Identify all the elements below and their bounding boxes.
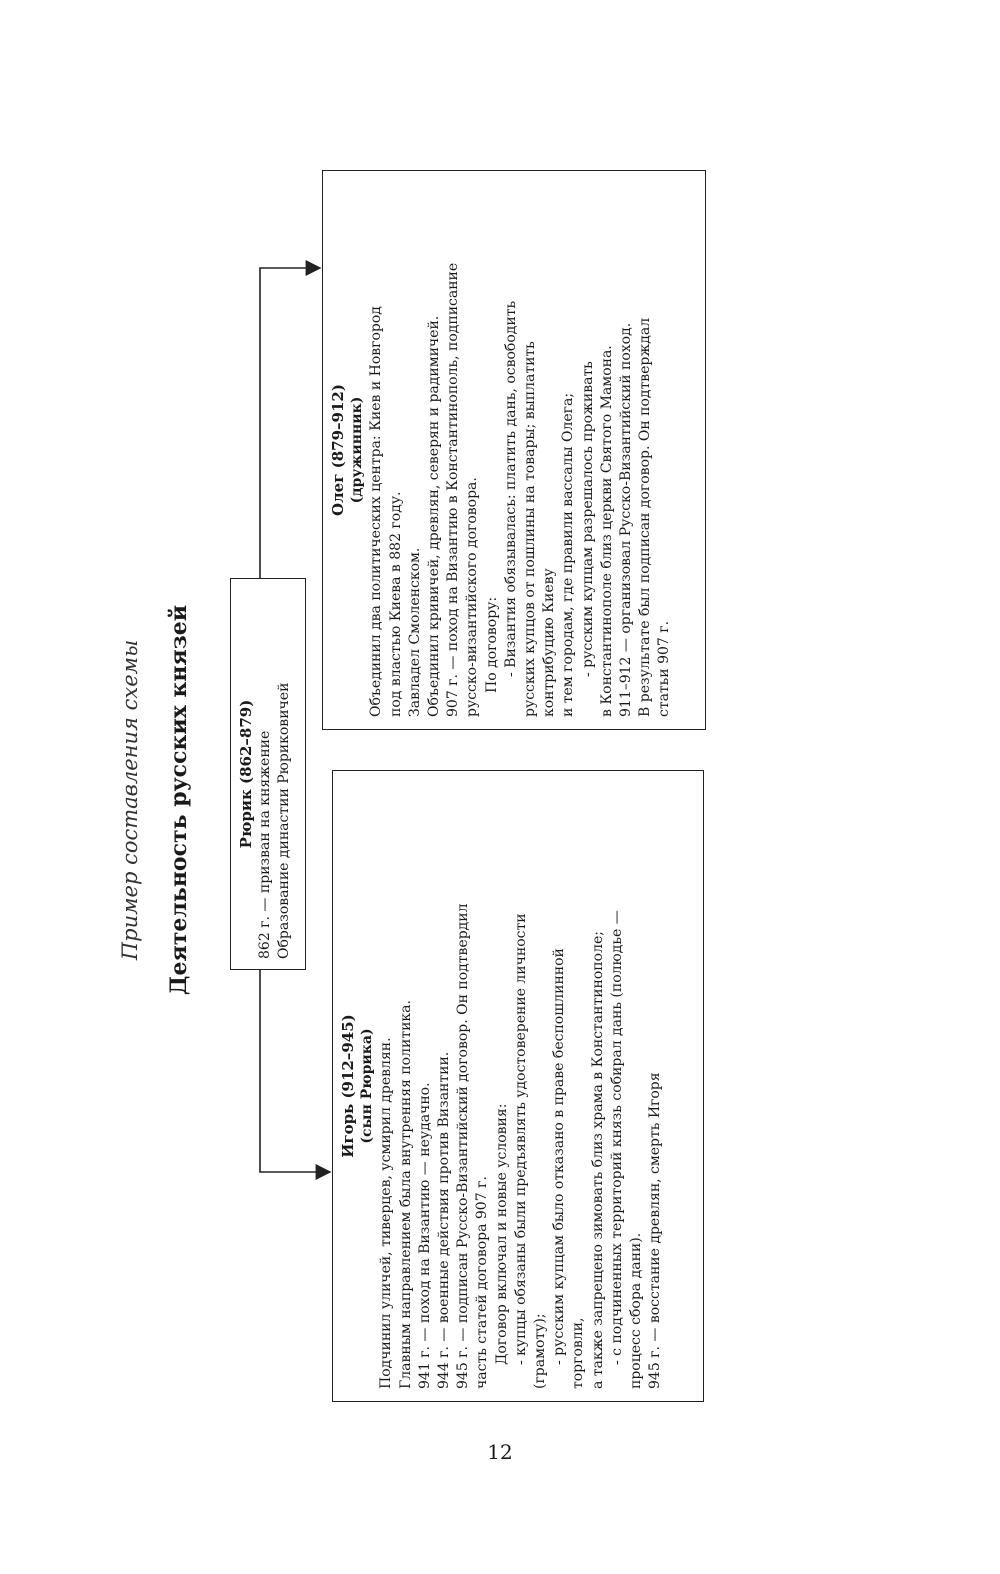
rurik-line: 862 г. — призван на княжение xyxy=(257,730,274,959)
rurik-line: Образование династии Рюриковичей xyxy=(276,682,293,959)
rotated-diagram xyxy=(0,180,1000,1420)
oleg-line: русских купцов от пошлины на товары; выплатить xyxy=(522,341,539,717)
igor-subtitle: (сын Рюрика) xyxy=(359,1028,376,1144)
rurik-box xyxy=(230,578,306,970)
oleg-box xyxy=(322,170,706,730)
igor-line: а также запрещено зимовать близ храма в Константинополе; xyxy=(589,931,606,1389)
igor-line: 941 г. — поход на Византию — неудачно. xyxy=(416,1082,433,1389)
page-header: Пример составления схемы xyxy=(118,639,142,961)
oleg-line: В результате был подписан договор. Он подтверждал xyxy=(637,317,654,717)
page-number: 12 xyxy=(487,1440,513,1464)
igor-box xyxy=(332,770,704,1402)
igor-line: Подчинил уличей, тиверцев, усмирил древлян. xyxy=(378,1037,395,1389)
oleg-line: - Византия обязывалась: платить дань, освободить xyxy=(502,300,519,677)
oleg-line: По договору: xyxy=(483,596,500,693)
igor-title: Игорь (912–945) xyxy=(339,1014,357,1158)
oleg-line: статьи 907 г. xyxy=(656,620,673,717)
oleg-line: - русским купцам разрешалось проживать xyxy=(579,361,596,677)
oleg-line: Завладел Смоленском. xyxy=(406,547,423,717)
oleg-line: под властью Киева в 882 году. xyxy=(387,491,404,717)
igor-line: - с подчиненных территорий князь собирал дань (полюдье — xyxy=(608,910,625,1365)
igor-line: 945 г. — подписан Русско-Византийский договор. Он подтвердил xyxy=(455,903,472,1389)
rurik-title: Рюрик (862–879) xyxy=(237,699,255,849)
igor-line: (грамоту); xyxy=(532,1313,549,1389)
igor-line: - купцы обязаны были предъявлять удостоверение личности xyxy=(512,913,529,1365)
oleg-title: Олег (879–912) xyxy=(329,384,347,516)
igor-line: Договор включал и новые условия: xyxy=(493,1103,510,1365)
igor-line: - русским купцам было отказано в праве беспошлинной xyxy=(551,948,568,1365)
oleg-line: русско-византийского договора. xyxy=(464,477,481,717)
oleg-line: 907 г. — поход на Византию в Константинополь, подписание xyxy=(445,262,462,717)
connector-to-oleg xyxy=(260,268,320,578)
igor-line: торговли, xyxy=(570,1317,587,1389)
oleg-line: 911–912 — организовал Русско-Византийский поход. xyxy=(618,322,635,717)
igor-line: Главным направлением была внутренняя политика. xyxy=(397,1000,414,1389)
oleg-line: в Константинополе близ церкви Святого Мамона. xyxy=(598,345,615,717)
oleg-line: и тем городам, где правили вассалы Олега; xyxy=(560,392,577,717)
igor-line: процесс сбора дани). xyxy=(628,1232,645,1389)
oleg-line: контрибуцию Киеву xyxy=(541,568,558,717)
diagram-title: Деятельность русских князей xyxy=(166,604,192,996)
igor-line: 945 г. — восстание древлян, смерть Игоря xyxy=(647,1072,664,1389)
oleg-subtitle: (дружинник) xyxy=(349,396,366,504)
oleg-line: Объединил кривичей, древлян, северян и радимичей. xyxy=(426,315,443,717)
oleg-line: Объединил два политических центра: Киев и Новгород xyxy=(368,306,385,717)
connector-to-igor xyxy=(260,970,330,1172)
igor-line: 944 г. — военные действия против Византии. xyxy=(436,1051,453,1389)
igor-line: часть статей договора 907 г. xyxy=(474,1176,491,1389)
